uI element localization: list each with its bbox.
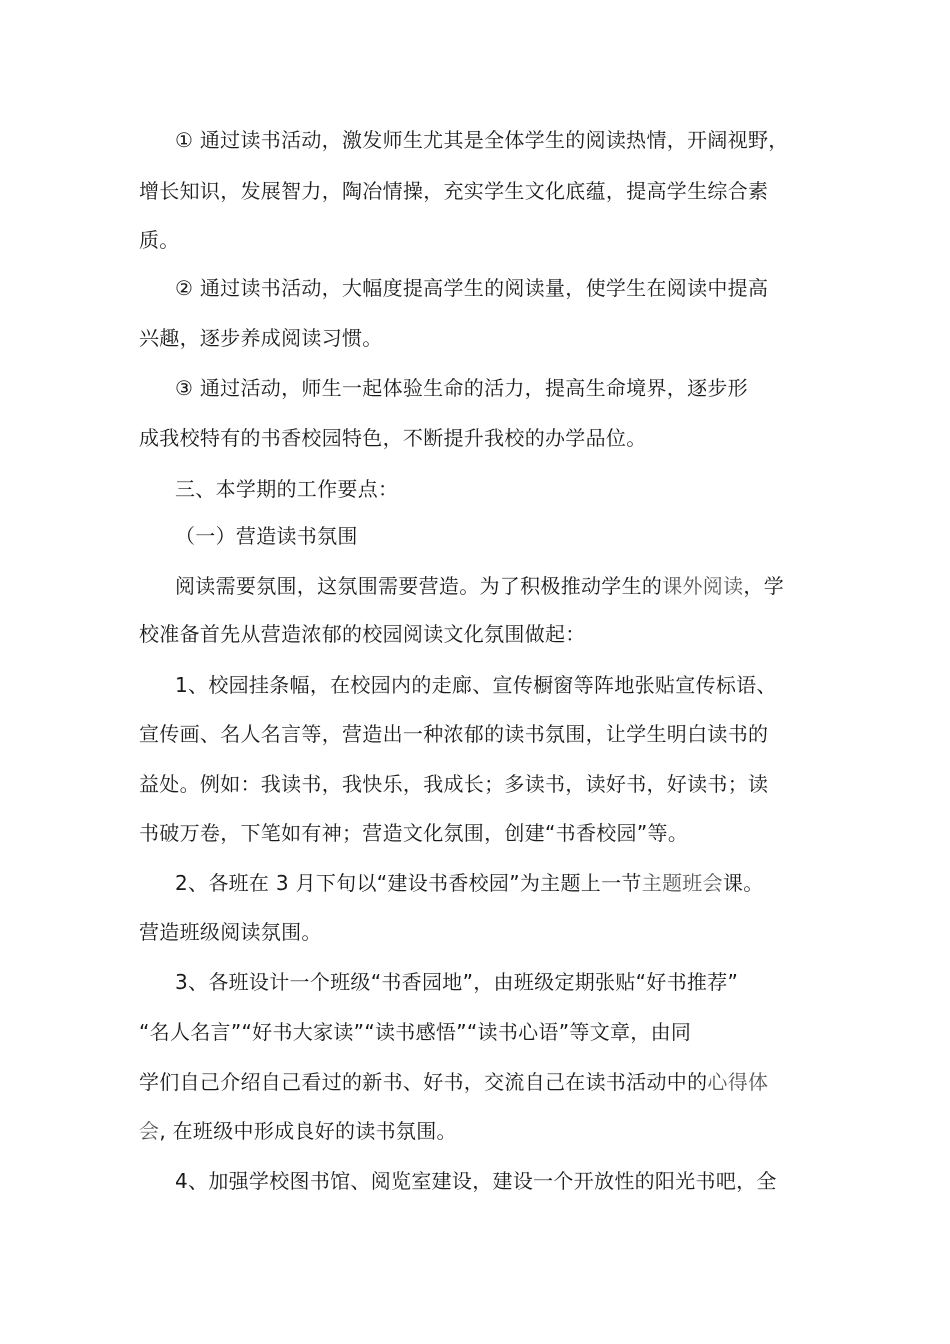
link-text[interactable]: 心得体 xyxy=(707,1070,769,1094)
paragraph-6-line-1 xyxy=(175,574,784,598)
text-run: 1、校园挂条幅，在校园内的走廊、宣传橱窗等阵地张贴宣传标语、 xyxy=(175,673,777,697)
text-run: 营造班级阅读氛围。 xyxy=(139,920,322,944)
text-run: ① 通过读书活动，激发师生尤其是全体学生的阅读热情，开阔视野， xyxy=(175,128,789,152)
text-run: 书破万卷，下笔如有神；营造文化氛围，创建“书香校园”等。 xyxy=(139,821,689,845)
paragraph-9-line-3 xyxy=(139,1070,768,1094)
text-run: 宣传画、名人名言等，营造出一种浓郁的读书氛围，让学生明白读书的 xyxy=(139,722,769,746)
text-run: , 在班级中形成良好的读书氛围。 xyxy=(159,1119,457,1143)
paragraph-3-line-1 xyxy=(175,376,748,400)
paragraph-10-line-1 xyxy=(175,1169,777,1193)
text-run: ② 通过读书活动，大幅度提高学生的阅读量，使学生在阅读中提高 xyxy=(175,276,769,300)
link-text[interactable]: 课外阅读 xyxy=(662,574,744,598)
text-run: 阅读需要氛围，这氛围需要营造。为了积极推动学生的 xyxy=(175,574,663,598)
section-heading xyxy=(175,477,398,501)
paragraph-1-line-3 xyxy=(139,228,180,252)
paragraph-9-line-2 xyxy=(139,1020,691,1044)
link-text[interactable]: 主题班会 xyxy=(641,871,723,895)
subsection-heading xyxy=(175,524,358,548)
paragraph-9-line-1 xyxy=(175,970,738,994)
paragraph-2-line-2 xyxy=(139,326,383,350)
text-run: （一）营造读书氛围 xyxy=(175,524,358,548)
text-run: ，学 xyxy=(743,574,785,598)
paragraph-7-line-2 xyxy=(139,722,768,746)
text-run: “名人名言”“好书大家读”“读书感悟”“读书心语”等文章，由同 xyxy=(139,1020,692,1044)
paragraph-7-line-4 xyxy=(139,821,688,845)
paragraph-7-line-1 xyxy=(175,673,777,697)
paragraph-2-line-1 xyxy=(175,276,768,300)
text-run: 课。 xyxy=(722,871,764,895)
text-run: 兴趣，逐步养成阅读习惯。 xyxy=(139,326,383,350)
text-run: 增长知识，发展智力，陶冶情操，充实学生文化底蕴，提高学生综合素 xyxy=(139,179,769,203)
paragraph-6-line-2 xyxy=(139,622,586,646)
paragraph-8-line-2 xyxy=(139,920,322,944)
text-run: 3、各班设计一个班级“书香园地”，由班级定期张贴“好书推荐” xyxy=(175,970,739,994)
text-run: ③ 通过活动，师生一起体验生命的活力，提高生命境界，逐步形 xyxy=(175,376,748,400)
text-run: 2、各班在 3 月下旬以“建设书香校园”为主题上一节 xyxy=(175,871,642,895)
paragraph-1-line-1 xyxy=(175,128,789,152)
text-run: 4、加强学校图书馆、阅览室建设，建设一个开放性的阳光书吧，全 xyxy=(175,1169,777,1193)
text-run: 三、本学期的工作要点： xyxy=(175,477,399,501)
paragraph-3-line-2 xyxy=(139,426,647,450)
text-run: 成我校特有的书香校园特色，不断提升我校的办学品位。 xyxy=(139,426,647,450)
paragraph-9-line-4 xyxy=(139,1119,457,1143)
paragraph-7-line-3 xyxy=(139,772,768,796)
text-run: 校准备首先从营造浓郁的校园阅读文化氛围做起： xyxy=(139,622,586,646)
link-text[interactable]: 会 xyxy=(139,1119,160,1143)
paragraph-8-line-1 xyxy=(175,871,764,895)
text-run: 质。 xyxy=(139,228,180,252)
text-run: 学们自己介绍自己看过的新书、好书，交流自己在读书活动中的 xyxy=(139,1070,708,1094)
paragraph-1-line-2 xyxy=(139,179,768,203)
text-run: 益处。例如：我读书，我快乐，我成长；多读书，读好书，好读书；读 xyxy=(139,772,769,796)
